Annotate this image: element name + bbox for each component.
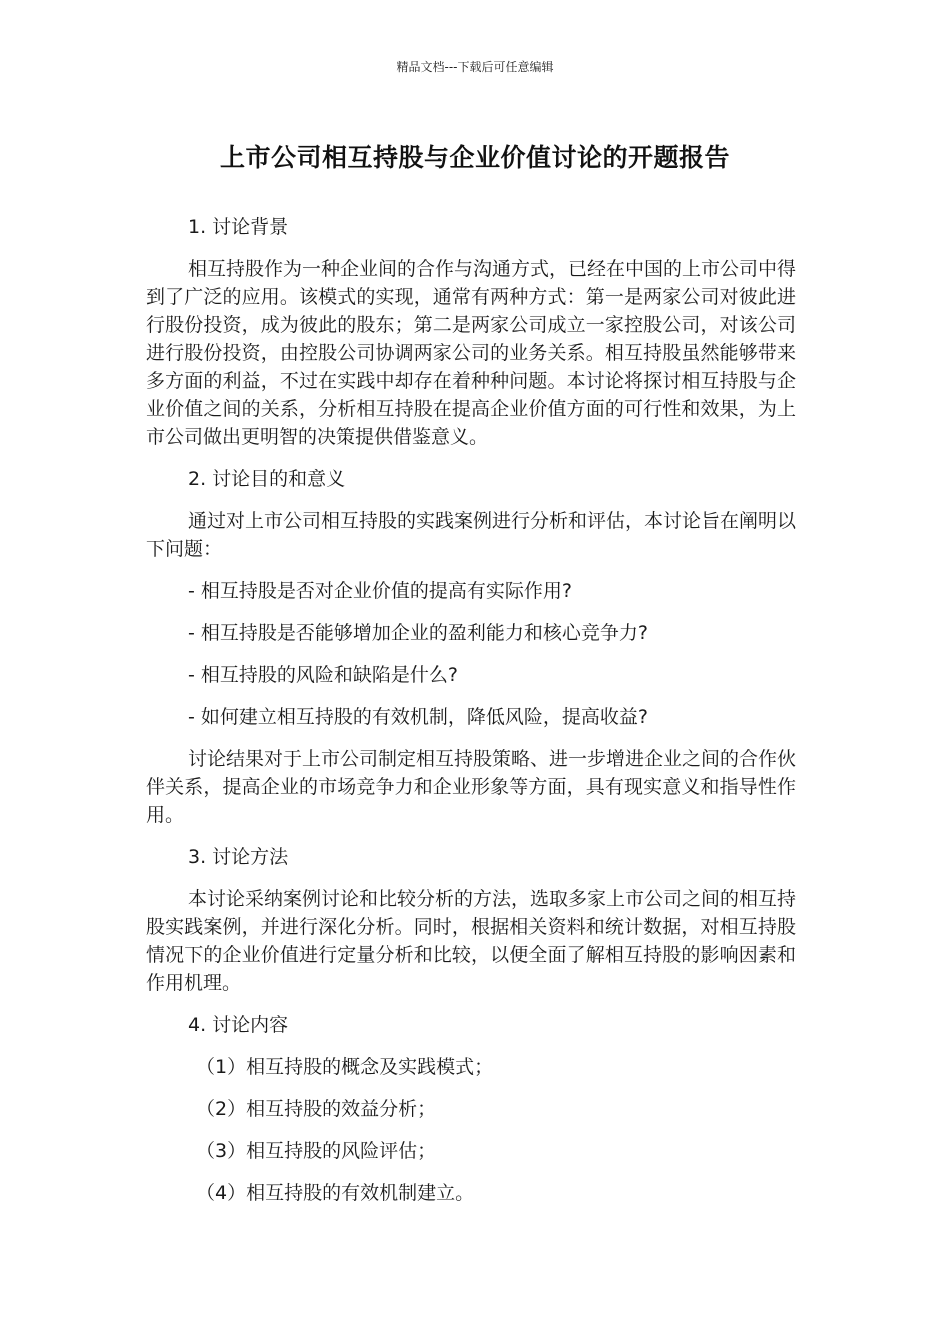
method-paragraph: 本讨论采纳案例讨论和比较分析的方法，选取多家上市公司之间的相互持股实践案例，并进行深化分析。同时，根据相关资料和统计数据，对相互持股情况下的企业价值进行定量分析和比较，以便全面了解相互持股的影响因素和作用机理。 bbox=[146, 888, 797, 994]
question-item: - 相互持股是否能够增加企业的盈利能力和核心竞争力? bbox=[188, 622, 648, 644]
question-item: - 如何建立相互持股的有效机制，降低风险，提高收益? bbox=[188, 706, 648, 728]
content-list-item: （3）相互持股的风险评估； bbox=[196, 1140, 437, 1162]
document-body bbox=[146, 213, 796, 1221]
purpose-intro: 通过对上市公司相互持股的实践案例进行分析和评估，本讨论旨在阐明以下问题： bbox=[146, 510, 797, 560]
section-heading-content: 4. 讨论内容 bbox=[188, 1014, 289, 1036]
content-list-item: （4）相互持股的有效机制建立。 bbox=[196, 1182, 475, 1204]
section-heading-purpose: 2. 讨论目的和意义 bbox=[188, 468, 346, 490]
question-item: - 相互持股的风险和缺陷是什么? bbox=[188, 664, 458, 686]
question-item: - 相互持股是否对企业价值的提高有实际作用? bbox=[188, 580, 572, 602]
content-list-item: （1）相互持股的概念及实践模式； bbox=[196, 1056, 494, 1078]
background-paragraph: 相互持股作为一种企业间的合作与沟通方式，已经在中国的上市公司中得到了广泛的应用。该模式的实现，通常有两种方式：第一是两家公司对彼此进行股份投资，成为彼此的股东；第二是两家公司成立一家控股公司，对该公司进行股份投资，由控股公司协调两家公司的业务关系。相互持股虽然能够带来多方面的利益，不过在实践中却存在着种种问题。本讨论将探讨相互持股与企业价值之间的关系，分析相互持股在提高企业价值方面的可行性和效果，为上市公司做出更明智的决策提供借鉴意义。 bbox=[146, 258, 797, 448]
document-title: 上市公司相互持股与企业价值讨论的开题报告 bbox=[219, 143, 730, 172]
content-list-item: （2）相互持股的效益分析； bbox=[196, 1098, 437, 1120]
header-note: 精品文档---下载后可任意编辑 bbox=[396, 60, 554, 74]
purpose-conclusion: 讨论结果对于上市公司制定相互持股策略、进一步增进企业之间的合作伙伴关系，提高企业的市场竞争力和企业形象等方面，具有现实意义和指导性作用。 bbox=[146, 748, 797, 826]
section-heading-method: 3. 讨论方法 bbox=[188, 846, 289, 868]
section-heading-background: 1. 讨论背景 bbox=[188, 216, 289, 238]
